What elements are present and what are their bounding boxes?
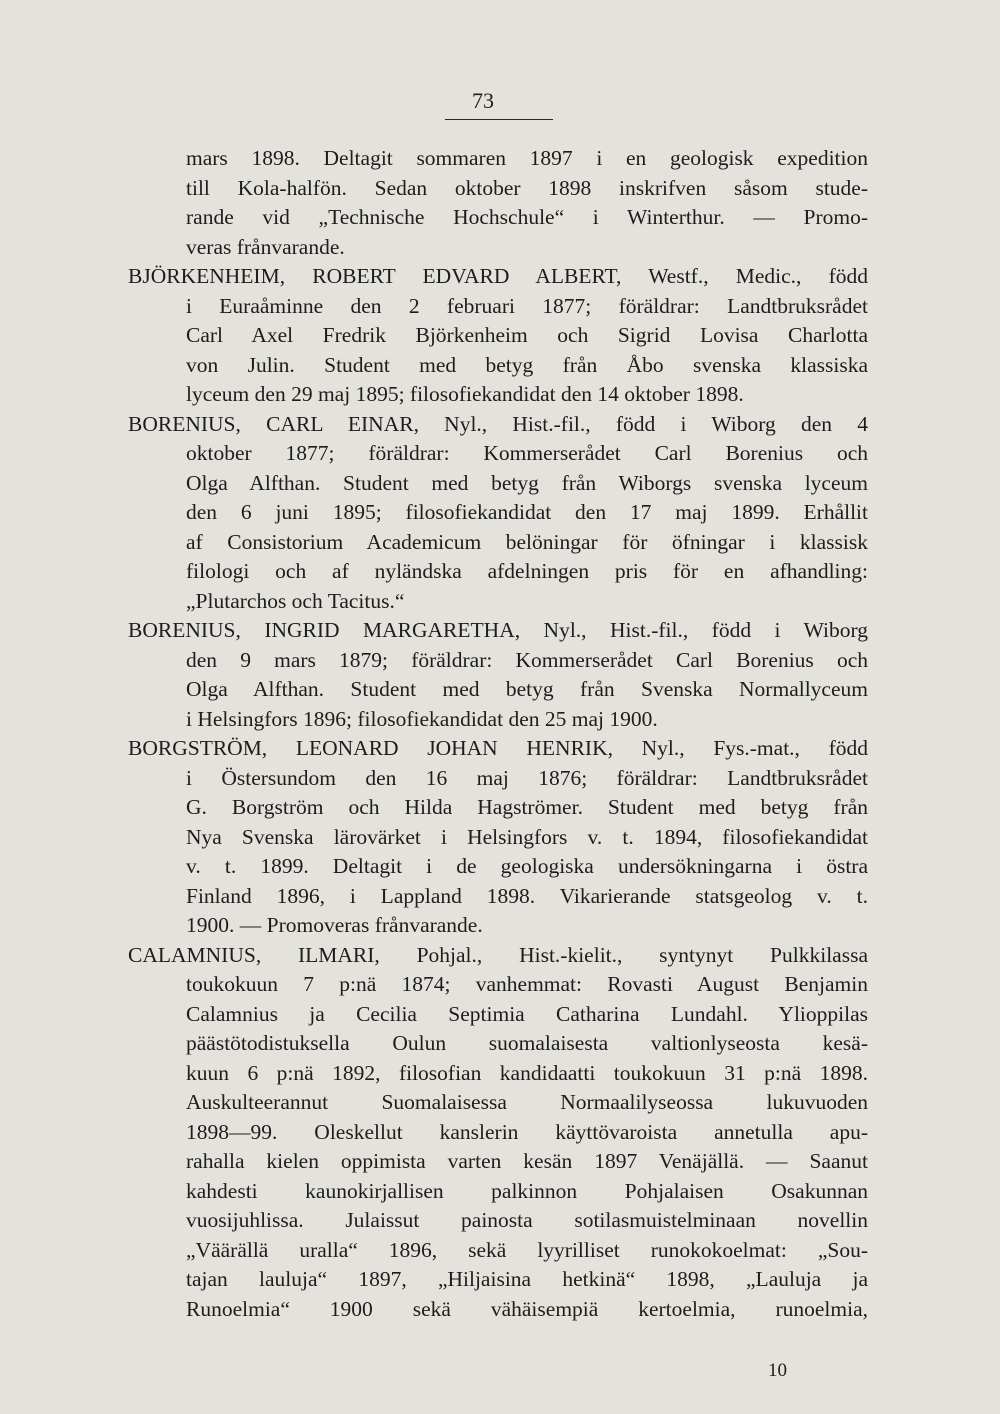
text-line: mars 1898. Deltagit sommaren 1897 i en geologisk expedition — [186, 146, 868, 170]
text-line: Olga Alfthan. Student med betyg från Svenska Normallyceum — [186, 677, 868, 701]
text-line: den 9 mars 1879; föräldrar: Kommerserådet Carl Borenius och — [186, 647, 868, 672]
entry-heading-line: BORENIUS, INGRID MARGARETHA, Nyl., Hist.-fil., född i Wiborg — [128, 618, 868, 642]
text-line: Nya Svenska lärovärket i Helsingfors v. t. 1894, filosofiekandidat — [186, 824, 868, 849]
text-line: den 6 juni 1895; filosofiekandidat den 17 maj 1899. Erhållit — [186, 500, 868, 524]
entry-heading-line: BJÖRKENHEIM, ROBERT EDVARD ALBERT, Westf., Medic., född — [128, 264, 868, 288]
page-number: 73 — [472, 88, 494, 113]
text-line: 1900. — Promoveras frånvarande. — [186, 913, 483, 937]
text-line: oktober 1877; föräldrar: Kommerserådet Carl Borenius och — [186, 441, 868, 465]
text-line: lyceum den 29 maj 1895; filosofiekandidat den 14 oktober 1898. — [186, 382, 744, 406]
text-line: filologi och af nyländska afdelningen pris för en afhandling: — [186, 559, 868, 583]
text-line: toukokuun 7 p:nä 1874; vanhemmat: Rovasti August Benjamin — [186, 972, 868, 996]
text-line: i Euraåminne den 2 februari 1877; föräldrar: Landtbruksrådet — [186, 293, 868, 318]
text-line: vuosijuhlissa. Julaissut painosta sotilasmuistelminaan novellin — [186, 1208, 868, 1232]
text-line: kahdesti kaunokirjallisen palkinnon Pohjalaisen Osakunnan — [186, 1178, 868, 1203]
signature-mark: 10 — [768, 1360, 787, 1381]
text-line: „Väärällä uralla“ 1896, sekä lyyrilliset runokokoelmat: „Sou- — [186, 1237, 868, 1262]
text-line: 1898—99. Oleskellut kanslerin käyttövaroista annetulla apu- — [186, 1119, 868, 1144]
entry-heading-line: CALAMNIUS, ILMARI, Pohjal., Hist.-kielit., syntynyt Pulkkilassa — [128, 942, 868, 967]
text-line: „Plutarchos och Tacitus.“ — [186, 588, 405, 613]
text-line: päästötodistuksella Oulun suomalaisesta valtionlyseosta kesä- — [186, 1031, 868, 1055]
text-line: rahalla kielen oppimista varten kesän 1897 Venäjällä. — Saanut — [186, 1149, 868, 1173]
text-line: veras frånvarande. — [186, 234, 345, 259]
entry-heading-line: BORENIUS, CARL EINAR, Nyl., Hist.-fil., född i Wiborg den 4 — [128, 411, 868, 436]
text-line: v. t. 1899. Deltagit i de geologiska undersökningarna i östra — [186, 854, 868, 878]
text-line: Auskulteerannut Suomalaisessa Normaalilyseossa lukuvuoden — [186, 1090, 868, 1114]
text-line: rande vid „Technische Hochschule“ i Winterthur. — Promo- — [186, 205, 868, 229]
text-line: Carl Axel Fredrik Björkenheim och Sigrid Lovisa Charlotta — [186, 323, 868, 347]
entry-heading-line: BORGSTRÖM, LEONARD JOHAN HENRIK, Nyl., Fys.-mat., född — [128, 736, 868, 760]
body-text — [128, 144, 868, 1324]
text-line: till Kola-halfön. Sedan oktober 1898 inskrifven såsom stude- — [186, 175, 868, 200]
text-line: von Julin. Student med betyg från Åbo svenska klassiska — [186, 352, 868, 377]
text-line: Calamnius ja Cecilia Septimia Catharina Lundahl. Ylioppilas — [186, 1001, 868, 1026]
page-number-rule — [445, 119, 553, 120]
text-line: tajan lauluja“ 1897, „Hiljaisina hetkinä“ 1898, „Lauluja ja — [186, 1267, 868, 1291]
text-line: i Östersundom den 16 maj 1876; föräldrar: Landtbruksrådet — [186, 765, 868, 790]
text-line: Finland 1896, i Lappland 1898. Vikarierande statsgeolog v. t. — [186, 883, 868, 908]
text-line: kuun 6 p:nä 1892, filosofian kandidaatti toukokuun 31 p:nä 1898. — [186, 1060, 868, 1085]
text-line: i Helsingfors 1896; filosofiekandidat den 25 maj 1900. — [186, 706, 658, 731]
text-line: Olga Alfthan. Student med betyg från Wiborgs svenska lyceum — [186, 470, 868, 495]
text-line: G. Borgström och Hilda Hagströmer. Student med betyg från — [186, 795, 868, 819]
text-line: Runoelmia“ 1900 sekä vähäisempiä kertoelmia, runoelmia, — [186, 1296, 868, 1321]
text-line: af Consistorium Academicum belöningar för öfningar i klassisk — [186, 529, 868, 554]
